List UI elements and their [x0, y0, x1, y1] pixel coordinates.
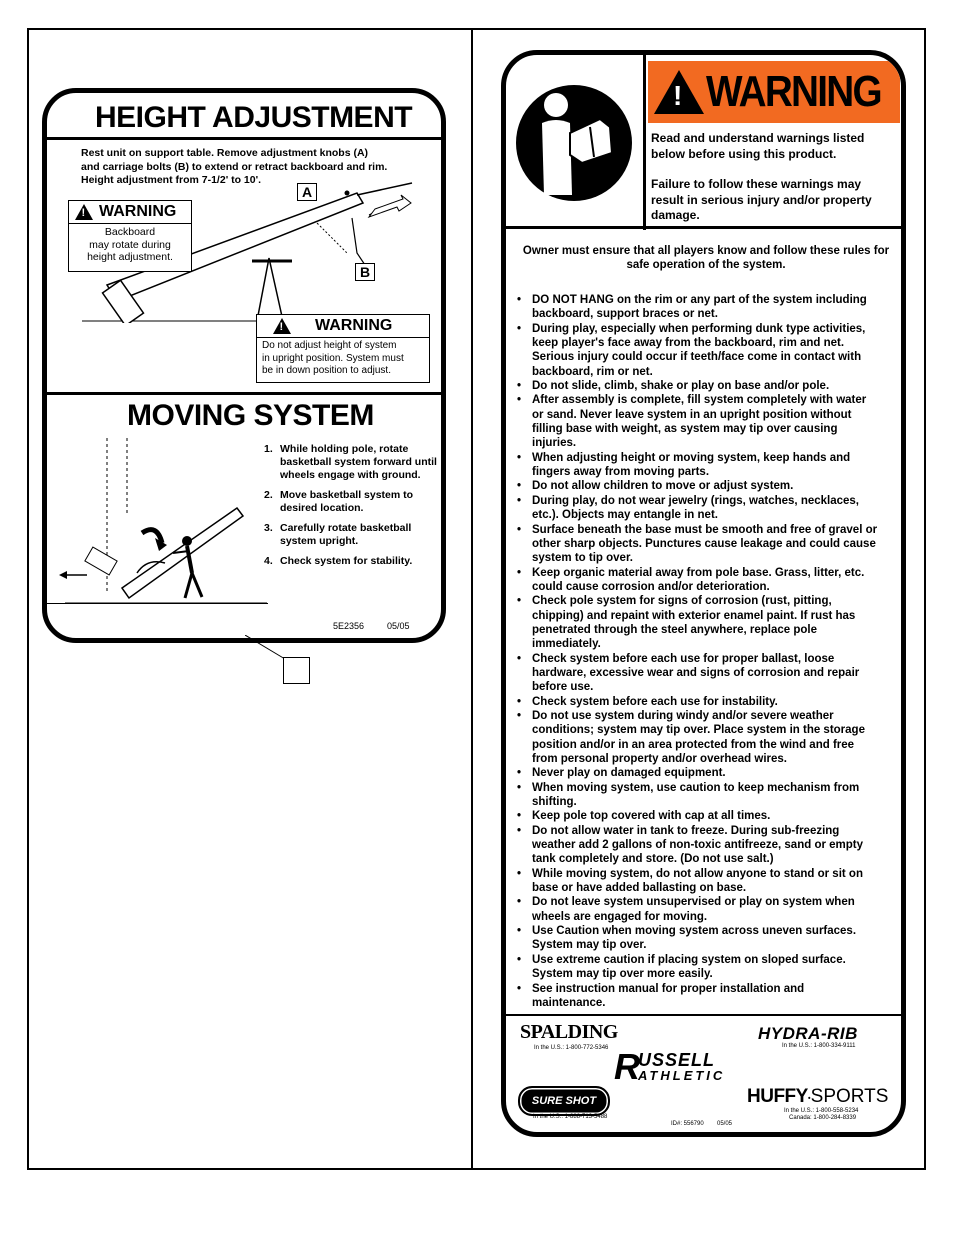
bullet-icon: •: [517, 480, 522, 493]
rule-line: Use Caution when moving system across uneven surfaces.: [532, 925, 857, 938]
warning-heading-text: WARNING: [315, 317, 393, 334]
safety-rule: [514, 709, 898, 766]
safety-rule: [514, 393, 898, 450]
label-b: B: [355, 263, 375, 281]
safety-rule-text: [532, 523, 877, 566]
spalding-logo: SPALDING: [520, 1021, 618, 1043]
warning-heading: [257, 315, 429, 338]
rule-line: When adjusting height or moving system, keep hands and: [532, 451, 851, 464]
safety-rule: [514, 322, 898, 379]
intro-paragraph: Failure to follow these warnings may result in serious injury and/or property damage.: [651, 177, 872, 222]
rule-line: During play, especially when performing dunk type activities,: [532, 322, 866, 335]
header-rule: [506, 226, 901, 229]
safety-rule-text: [532, 709, 865, 766]
safety-rule: [514, 867, 898, 896]
rule-line: could cause corrosion and/or deterioration.: [532, 580, 770, 593]
rule-line: tank completely and store. (Do not use salt.): [532, 853, 774, 866]
safety-rule-text: [532, 695, 778, 709]
safety-rule-text: [532, 982, 804, 1011]
safety-rule: [514, 479, 898, 493]
bullet-icon: •: [517, 953, 522, 966]
rule-line: other sharp objects. Punctures cause leakage and could cause: [532, 537, 876, 550]
safety-rule: [514, 652, 898, 695]
safety-rule: [514, 566, 898, 595]
rule-line: conditions; system may tip over. Place system in the storage: [532, 724, 865, 737]
height-moving-label: [42, 88, 446, 643]
huffy-phone-us: In the U.S.: 1-800-558-5234: [784, 1108, 859, 1114]
safety-rule-text: [532, 895, 855, 924]
bullet-icon: •: [517, 322, 522, 335]
step-item: [264, 489, 439, 515]
rule-line: Surface beneath the base must be smooth and free of gravel or: [532, 523, 878, 536]
rule-line: fingers away from moving parts.: [532, 466, 710, 479]
warning-line: may rotate during: [89, 238, 171, 251]
title-underline: [47, 137, 441, 140]
huffy-phone-canada: Canada: 1-800-284-8339: [789, 1115, 857, 1121]
bullet-icon: •: [517, 494, 522, 507]
sureshot-logo: [518, 1086, 610, 1116]
warning-banner: [648, 61, 900, 123]
warning-body: [257, 338, 429, 380]
hydrarib-phone: In the U.S.: 1-800-334-9111: [782, 1043, 856, 1049]
rule-line: wheels are engaged for moving.: [532, 910, 708, 923]
safety-rule-text: [532, 322, 865, 379]
brand-divider: [506, 1014, 901, 1016]
moving-steps: [264, 443, 439, 575]
bullet-icon: •: [517, 652, 522, 665]
rule-line: backboard, support braces or net.: [532, 308, 718, 321]
step-item: [264, 555, 439, 568]
rule-line: before use.: [532, 681, 594, 694]
rule-line: backboard, rim or net.: [532, 365, 653, 378]
bullet-icon: •: [517, 867, 522, 880]
bullet-icon: •: [517, 380, 522, 393]
safety-rules-list: [514, 293, 898, 1010]
rule-line: base or have added ballasting on base.: [532, 882, 747, 895]
russell-logo-bottom: ATHLETIC: [638, 1068, 726, 1083]
bullet-icon: •: [517, 294, 522, 306]
owner-notice: Owner must ensure that all players know and follow these rules for safe operation of the system.: [522, 245, 890, 271]
warning-box-upright: [256, 314, 430, 383]
bullet-icon: •: [517, 767, 522, 780]
safety-rule-text: [532, 293, 867, 322]
rule-line: During play, do not wear jewelry (rings, watches, necklaces,: [532, 494, 860, 507]
safety-rule-text: [532, 379, 829, 393]
rule-line: shifting.: [532, 796, 577, 809]
rule-line: chipping) and repaint with exterior enamel paint. If rust has: [532, 609, 856, 622]
rule-line: penetrated through the steel anywhere, replace pole: [532, 623, 818, 636]
bullet-icon: •: [517, 824, 522, 837]
safety-rule: [514, 824, 898, 867]
callout-box: [283, 657, 310, 684]
safety-rule-text: [532, 479, 793, 493]
rule-line: etc.). Objects may entangle in net.: [532, 509, 718, 522]
read-manual-icon: [514, 83, 634, 203]
step-number: 1.: [264, 443, 273, 455]
safety-rule: [514, 379, 898, 393]
rule-line: Serious injury could occur if teeth/face come in contact with: [532, 351, 862, 364]
sureshot-phone: In the U.S.: 1-888-713-5488: [533, 1114, 608, 1120]
russell-logo-top: USSELL: [638, 1050, 716, 1070]
bullet-icon: •: [517, 896, 522, 909]
safety-rule-text: [532, 393, 866, 450]
bullet-icon: •: [517, 925, 522, 938]
rule-line: filling base with weight, as system may tip over causing: [532, 423, 838, 436]
huffy-logo-a: HUFFY: [747, 1086, 808, 1107]
label-a: A: [297, 183, 317, 201]
bullet-icon: •: [517, 709, 522, 722]
warning-box-backboard: [68, 200, 192, 272]
safety-rule: [514, 953, 898, 982]
warning-triangle-icon: [75, 204, 93, 220]
section-divider: [47, 392, 441, 395]
rule-line: DO NOT HANG on the rim or any part of the system including: [532, 294, 867, 306]
bullet-icon: •: [517, 566, 522, 579]
safety-rule: [514, 982, 898, 1011]
step-text: Carefully rotate basketball system upright.: [280, 522, 412, 547]
safety-rule: [514, 924, 898, 953]
safety-rule-text: [532, 652, 859, 695]
rule-line: position and/or in an area protected from the wind and free: [532, 738, 855, 751]
rule-line: Keep organic material away from pole base. Grass, litter, etc.: [532, 566, 865, 579]
safety-rule: [514, 494, 898, 523]
warning-triangle-icon: [273, 318, 291, 334]
rule-line: Check system before each use for proper ballast, loose: [532, 652, 835, 665]
label-id-date: 05/05: [717, 1121, 733, 1127]
header-vertical-rule: [643, 55, 646, 230]
rule-line: system to tip over.: [532, 552, 633, 565]
bullet-icon: •: [517, 810, 522, 823]
safety-rule-text: [532, 451, 850, 480]
safety-rule-text: [532, 766, 726, 780]
rule-line: immediately.: [532, 638, 601, 651]
label-date: 05/05: [387, 621, 410, 631]
bullet-icon: •: [517, 394, 522, 407]
hydrarib-logo: HYDRA-RIB: [758, 1024, 858, 1043]
huffy-logo: HUFFY•SPORTS: [747, 1086, 889, 1107]
warning-line: in upright position. System must: [262, 352, 404, 364]
step-item: [264, 522, 439, 548]
warning-line: be in down position to adjust.: [262, 365, 391, 376]
huffy-logo-b: SPORTS: [810, 1086, 889, 1107]
rule-line: Do not leave system unsupervised or play on system when: [532, 896, 855, 909]
spalding-phone: In the U.S.: 1-800-772-5346: [534, 1045, 609, 1051]
rule-line: Keep pole top covered with cap at all times.: [532, 810, 771, 823]
height-adjustment-title: HEIGHT ADJUSTMENT: [95, 101, 413, 134]
rule-line: Do not use system during windy and/or severe weather: [532, 709, 834, 722]
safety-rule: [514, 523, 898, 566]
bullet-icon: •: [517, 451, 522, 464]
warning-triangle-icon: [654, 70, 704, 114]
rule-line: weather add 2 gallons of non-toxic antifreeze, sand or empty: [532, 839, 864, 852]
intro-paragraph: Read and understand warnings listed below before using this product.: [651, 131, 865, 161]
rule-line: Never play on damaged equipment.: [532, 767, 726, 780]
safety-rule-text: [532, 494, 859, 523]
rule-line: Use extreme caution if placing system on sloped surface.: [532, 953, 846, 966]
step-number: 3.: [264, 522, 273, 534]
sureshot-logo-text: SURE SHOT: [531, 1095, 597, 1107]
bullet-icon: •: [517, 781, 522, 794]
step-number: 4.: [264, 555, 273, 567]
bullet-icon: •: [517, 523, 522, 536]
safety-rule: [514, 766, 898, 780]
bullet-icon: •: [517, 695, 522, 708]
rule-line: Do not slide, climb, shake or play on base and/or pole.: [532, 380, 830, 393]
rule-line: from personal property and/or overhead wires.: [532, 753, 787, 765]
label-code: 5E2356: [333, 621, 365, 631]
warning-banner-text: WARNING: [706, 67, 881, 116]
bullet-icon: •: [517, 595, 522, 608]
instruction-line: Rest unit on support table. Remove adjustment knobs (A): [81, 147, 369, 159]
rule-line: Do not allow children to move or adjust system.: [532, 480, 794, 493]
step-item: [264, 443, 439, 482]
safety-rule-text: [532, 566, 864, 595]
safety-rule: [514, 809, 898, 823]
step-text: While holding pole, rotate basketball system forward until wheels engage with ground.: [280, 443, 437, 481]
rule-line: Check pole system for signs of corrosion (rust, pitting,: [532, 595, 832, 608]
warning-line: Backboard: [104, 226, 156, 238]
rule-line: See instruction manual for proper installation and: [532, 982, 805, 995]
rule-line: maintenance.: [532, 996, 606, 1009]
safety-rule-text: [532, 809, 770, 823]
rule-line: While moving system, do not allow anyone to stand or sit on: [532, 867, 863, 880]
warning-line: height adjustment.: [87, 251, 173, 263]
safety-rule: [514, 594, 898, 651]
safety-rule: [514, 695, 898, 709]
warning-heading-text: WARNING: [99, 203, 177, 220]
rule-line: System may tip over.: [532, 939, 647, 952]
safety-rule-text: [532, 594, 855, 651]
ground-line: [47, 603, 268, 604]
safety-rule-text: [532, 953, 846, 982]
warning-heading: [69, 201, 191, 224]
safety-rule-text: [532, 867, 863, 896]
rule-line: keep player's face away from the backboard, rim and net.: [532, 337, 845, 350]
rule-line: Check system before each use for instability.: [532, 695, 778, 708]
warning-line: Do not adjust height of system: [262, 340, 397, 351]
rule-line: hardware, excessive wear and signs of corrosion and repair: [532, 666, 860, 679]
instruction-line: Height adjustment from 7-1/2' to 10'.: [81, 174, 262, 186]
russell-logo-r: R: [614, 1046, 640, 1087]
safety-rule: [514, 451, 898, 480]
safety-rule: [514, 293, 898, 322]
rule-line: System may tip over more easily.: [532, 968, 713, 981]
label-id: ID#: 556790: [671, 1121, 704, 1127]
safety-rule-text: [532, 824, 863, 867]
rule-line: injuries.: [532, 437, 577, 450]
step-number: 2.: [264, 489, 273, 501]
instruction-line: and carriage bolts (B) to extend or retract backboard and rim.: [81, 160, 388, 173]
step-text: Move basketball system to desired location.: [280, 489, 414, 514]
moving-system-title: MOVING SYSTEM: [127, 399, 374, 432]
intro-text: [651, 131, 896, 224]
safety-rule: [514, 781, 898, 810]
rule-line: Do not allow water in tank to freeze. During sub-freezing: [532, 824, 840, 837]
rule-line: or sand. Never leave system in an upright position without: [532, 408, 852, 421]
step-text: Check system for stability.: [280, 555, 413, 567]
warning-label: [501, 50, 906, 1137]
safety-rule-text: [532, 781, 859, 810]
bullet-icon: •: [517, 982, 522, 995]
rule-line: After assembly is complete, fill system completely with water: [532, 394, 867, 407]
rule-line: When moving system, use caution to keep mechanism from: [532, 781, 860, 794]
column-divider: [471, 28, 473, 1170]
safety-rule: [514, 895, 898, 924]
safety-rule-text: [532, 924, 856, 953]
warning-body: [69, 224, 191, 266]
moving-system-illustration: [47, 433, 267, 608]
